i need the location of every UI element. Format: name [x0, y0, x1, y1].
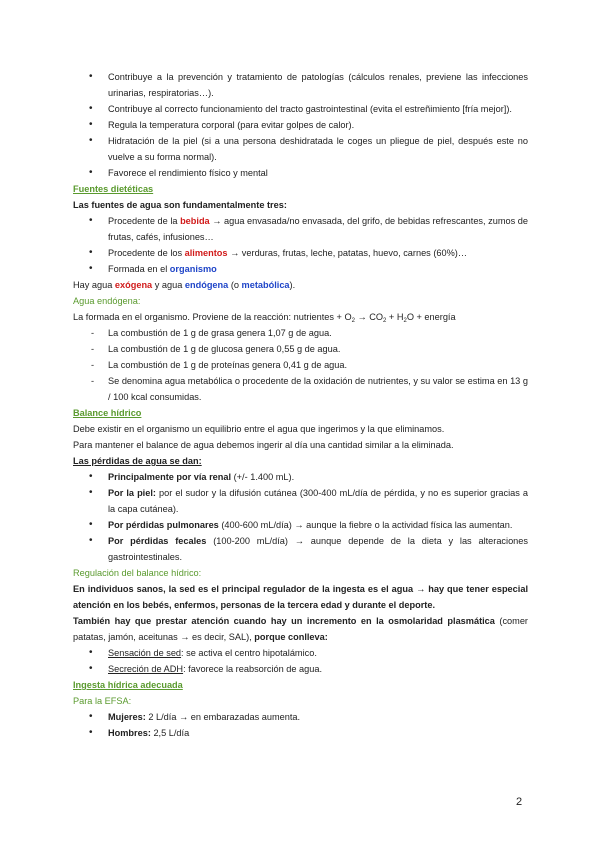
section-heading-fuentes: Fuentes dietéticas: [73, 184, 154, 194]
list-item: • Hidratación de la piel (si a una persona deshidratada le coges un pliegue de piel, después este no vuelve a su forma normal).: [73, 133, 528, 165]
section-heading-balance: Balance hídrico: [73, 408, 142, 418]
section-heading-ingesta: Ingesta hídrica adecuada: [73, 680, 183, 690]
list-item: • Sensación de sed: se activa el centro hipotalámico.: [73, 645, 528, 661]
list-item: • Procedente de la bebida → agua envasada/no envasada, del grifo, de bebidas refrescantes, zumos de frutas, cafés, infusiones…: [73, 213, 528, 245]
list-item: - La combustión de 1 g de grasa genera 1,07 g de agua.: [73, 325, 528, 341]
water-types-line: Hay agua exógena y agua endógena (o metabólica).: [73, 280, 296, 290]
list-item: - La combustión de 1 g de proteínas genera 0,41 g de agua.: [73, 357, 528, 373]
list-item: - Se denomina agua metabólica o procedente de la oxidación de nutrientes, y su valor se estima en 13 g / 100 kcal consumidas.: [73, 373, 528, 405]
fuentes-intro: Las fuentes de agua son fundamentalmente tres:: [73, 200, 287, 210]
list-item: • Formada en el organismo: [73, 261, 528, 277]
list-item: • Principalmente por vía renal (+/- 1.400 mL).: [73, 469, 528, 485]
list-item: • Hombres: 2,5 L/día: [73, 725, 528, 741]
efsa-subheading: Para la EFSA:: [73, 696, 132, 706]
perdidas-heading: Las pérdidas de agua se dan:: [73, 456, 202, 466]
list-item: • Favorece el rendimiento físico y mental: [73, 165, 528, 181]
section-heading-regulacion: Regulación del balance hídrico:: [73, 568, 202, 578]
regulacion-paragraph: También hay que prestar atención cuando hay un incremento en la osmolaridad plasmática (comer patatas, jamón, aceitunas → es decir, SAL), porque conlleva:: [73, 616, 528, 642]
balance-paragraph: Debe existir en el organismo un equilibrio entre el agua que ingerimos y la que eliminamos.: [73, 424, 445, 434]
list-item: • Mujeres: 2 L/día → en embarazadas aumenta.: [73, 709, 528, 725]
reaction-line: La formada en el organismo. Proviene de la reacción: nutrientes + $O_2 \to CO_2 + H_2O$ + energía: [73, 312, 456, 324]
list-item: • Contribuye a la prevención y tratamiento de patologías (cálculos renales, previene las infecciones urinarias, respiratorias…).: [73, 69, 528, 101]
section-heading-endogena: Agua endógena:: [73, 296, 141, 306]
page-number: 2: [516, 796, 523, 808]
page-content: [73, 69, 528, 741]
list-item: • Procedente de los alimentos → verduras, frutas, leche, patatas, huevo, carnes (60%)…: [73, 245, 528, 261]
balance-paragraph: Para mantener el balance de agua debemos ingerir al día una cantidad similar a la eliminada.: [73, 440, 454, 450]
list-item: • Por pérdidas pulmonares (400-600 mL/día) → aunque la fiebre o la actividad física las aumentan.: [73, 517, 528, 533]
list-item: • Contribuye al correcto funcionamiento del tracto gastrointestinal (evita el estreñimiento [fría mejor]).: [73, 101, 528, 117]
regulacion-paragraph: En individuos sanos, la sed es el principal regulador de la ingesta es el agua → hay que tener especial atención en los bebés, enfermos, personas de la tercera edad y durante el deporte.: [73, 584, 528, 610]
list-item: - La combustión de 1 g de glucosa genera 0,55 g de agua.: [73, 341, 528, 357]
list-item: • Por la piel: por el sudor y la difusión cutánea (300-400 mL/día de pérdida, y no es superior gracias a la capa cutánea).: [73, 485, 528, 517]
list-item: • Por pérdidas fecales (100-200 mL/día) → aunque depende de la dieta y las alteraciones gastrointestinales.: [73, 533, 528, 565]
list-item: • Secreción de ADH: favorece la reabsorción de agua.: [73, 661, 528, 677]
list-item: • Regula la temperatura corporal (para evitar golpes de calor).: [73, 117, 528, 133]
